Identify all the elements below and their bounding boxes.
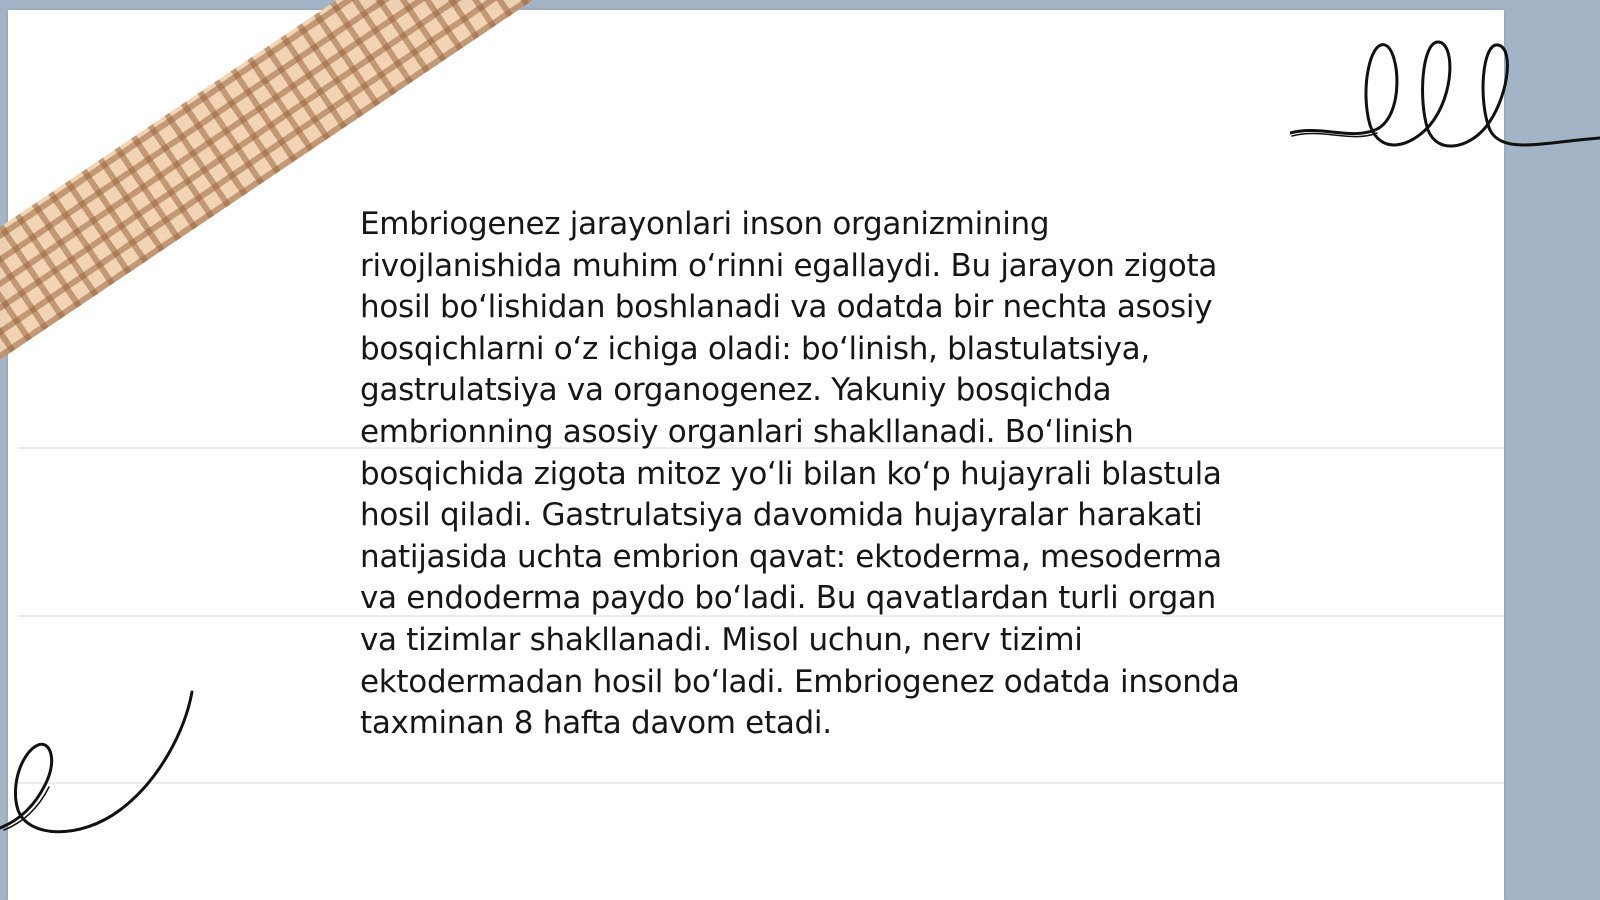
paper-rule-line <box>18 782 1504 784</box>
loop-scribble-icon <box>1290 30 1600 170</box>
curl-scribble-icon <box>0 690 200 850</box>
slide-body-text: Embriogenez jarayonlari inson organizmining rivojlanishida muhim o‘rinni egallaydi. Bu jarayon zigota hosil bo‘lishidan boshlanadi va odatda bir nechta asosiy bosqichlarni o‘z ichiga oladi: bo‘linish, blastulatsiya, gastrulatsiya va organogenez. Yakuniy bosqichda embrionning asosiy organlari shakllanadi. Bo‘linish bosqichida zigota mitoz yo‘li bilan ko‘p hujayrali blastula hosil qiladi. Gastrulatsiya davomida hujayralar harakati natijasida uchta embrion qavat: ektoderma, mesoderma va endoderma paydo bo‘ladi. Bu qavatlardan turli organ va tizimlar shakllanadi. Misol uchun, nerv tizimi ektodermadan hosil bo‘ladi. Embriogenez odatda insonda taxminan 8 hafta davom etadi. <box>360 206 1240 742</box>
